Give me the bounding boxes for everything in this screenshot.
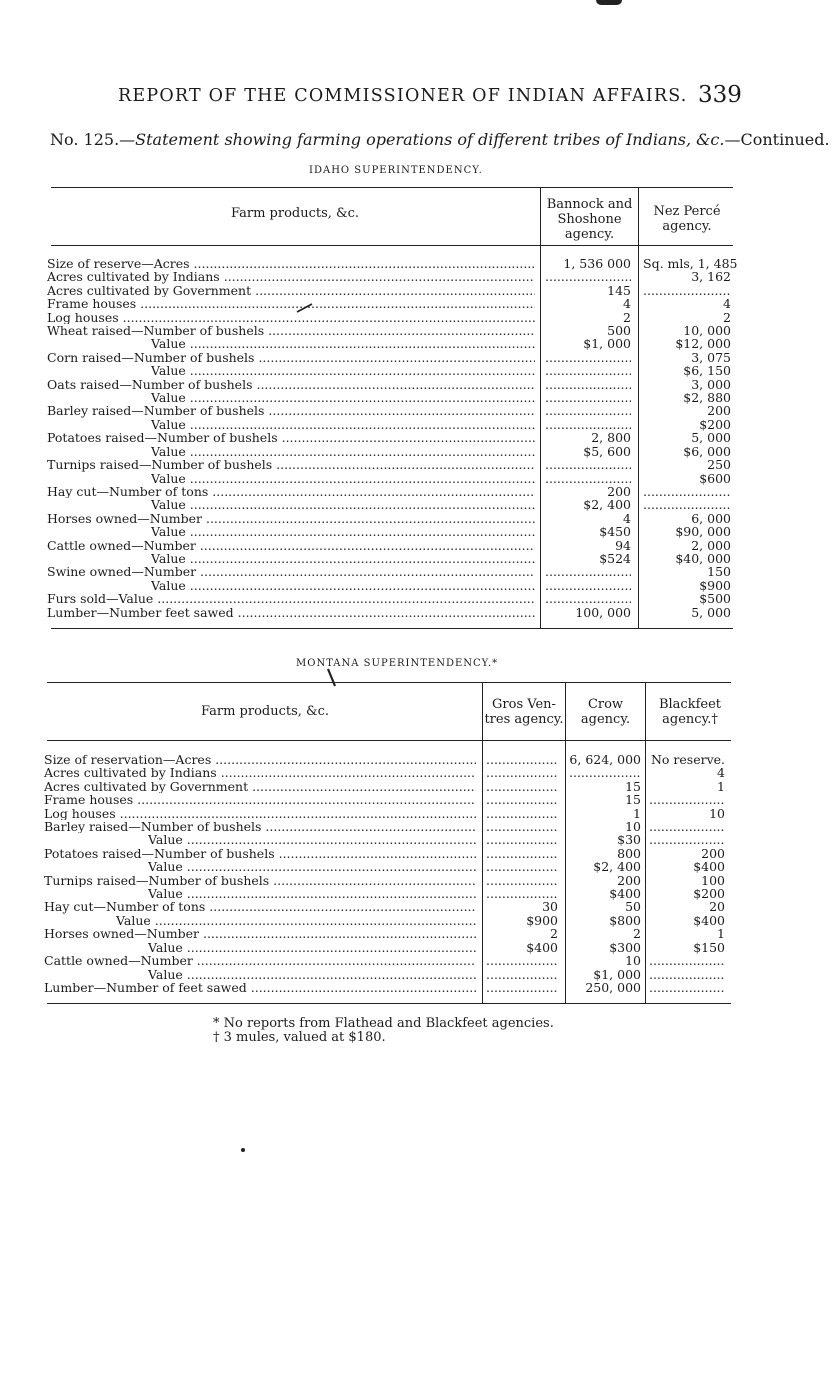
table-row xyxy=(47,577,731,593)
table-row xyxy=(47,510,731,526)
cell-nez-perce xyxy=(643,284,731,297)
row-label: Frame houses ..... xyxy=(44,793,476,806)
cell-gros-ventres xyxy=(486,954,558,967)
row-label: Horses owned—Number ..... xyxy=(44,927,476,940)
row-label: Value ..... xyxy=(151,525,535,538)
table-row xyxy=(47,416,731,432)
cell-gros-ventres: 2 xyxy=(550,926,558,942)
cell-bannock-shoshone: $524 xyxy=(599,550,631,566)
row-label: Value ..... xyxy=(151,552,535,565)
cell-nez-perce: $12, 000 xyxy=(675,336,731,352)
cell-blackfeet: No reserve. xyxy=(650,752,725,767)
row-label: Value ..... xyxy=(151,418,535,431)
cell-blackfeet: 1 xyxy=(717,778,725,794)
cell-gros-ventres xyxy=(486,887,558,900)
cell-nez-perce: 2 xyxy=(723,309,731,325)
table-row xyxy=(44,792,641,808)
cell-bannock-shoshone xyxy=(545,418,631,431)
cell-blackfeet xyxy=(649,833,725,846)
cell-nez-perce: 5, 000 xyxy=(691,604,731,620)
row-label: Horses owned—Number ..... xyxy=(47,512,535,525)
statement-continued: —Continued. xyxy=(724,130,830,149)
cell-bannock-shoshone xyxy=(545,579,631,592)
cell-crow: $1, 000 xyxy=(593,966,641,982)
cell-crow: $2, 400 xyxy=(593,859,641,875)
row-label: Size of reservation—Acres ..... xyxy=(44,753,476,766)
cell-blackfeet xyxy=(649,793,725,806)
idaho-col-divider-2 xyxy=(638,187,639,628)
cell-nez-perce: 3, 162 xyxy=(691,269,731,285)
row-label: Cattle owned—Number ..... xyxy=(44,954,476,967)
row-label: Value ..... xyxy=(148,941,476,954)
cell-gros-ventres xyxy=(486,780,558,793)
cell-gros-ventres xyxy=(486,793,558,806)
cell-crow: 6, 624, 000 xyxy=(569,752,641,767)
cell-gros-ventres: $900 xyxy=(526,912,558,928)
montana-col-blackfeet xyxy=(646,697,734,727)
montana-header-rule xyxy=(47,740,731,741)
row-label: Wheat raised—Number of bushels ..... xyxy=(47,324,535,337)
idaho-col-divider-1 xyxy=(540,187,541,628)
footnote-no-reports: * No reports from Flathead and Blackfeet agencies. xyxy=(213,1016,554,1031)
table-row xyxy=(44,765,725,781)
table-row xyxy=(44,819,641,835)
table-row xyxy=(44,979,641,995)
table-row xyxy=(47,604,731,620)
column-heading-line: agency. xyxy=(662,219,712,234)
cell-gros-ventres xyxy=(486,968,558,981)
cell-blackfeet xyxy=(649,968,725,981)
cell-nez-perce: 3, 000 xyxy=(691,376,731,392)
cell-bannock-shoshone xyxy=(545,391,631,404)
table-row xyxy=(47,390,731,406)
cell-nez-perce: $900 xyxy=(699,577,731,593)
column-heading-line: Gros Ven- xyxy=(492,697,556,712)
row-label: Lumber—Number of feet sawed ..... xyxy=(44,981,476,994)
cell-crow: $300 xyxy=(609,939,641,955)
column-heading-line: Blackfeet xyxy=(658,697,722,712)
montana-col-divider-2 xyxy=(565,682,566,1003)
column-heading-line: agency. xyxy=(564,227,615,242)
table-row xyxy=(44,966,641,982)
table-row xyxy=(47,256,738,271)
idaho-col-farm-products: Farm products, &c. xyxy=(230,206,360,221)
cell-crow: 10 xyxy=(625,953,641,969)
running-title: REPORT OF THE COMMISSIONER OF INDIAN AFFAIRS. xyxy=(118,86,688,106)
cell-nez-perce: 5, 000 xyxy=(691,430,731,446)
row-label: Oats raised—Number of bushels ..... xyxy=(47,378,535,391)
table-row xyxy=(44,899,725,915)
cell-crow: 15 xyxy=(625,792,641,808)
row-label: Furs sold—Value ..... xyxy=(47,592,535,605)
row-label: Acres cultivated by Government ..... xyxy=(47,284,535,297)
cell-bannock-shoshone: 94 xyxy=(615,537,631,553)
cell-bannock-shoshone xyxy=(545,404,631,417)
row-label: Potatoes raised—Number of bushels ..... xyxy=(44,847,476,860)
cell-nez-perce: 3, 075 xyxy=(691,349,731,365)
cell-bannock-shoshone xyxy=(545,472,631,485)
idaho-header-rule xyxy=(51,245,733,246)
row-label: Log houses ..... xyxy=(47,311,535,324)
row-label: Value ..... xyxy=(148,833,476,846)
table-row xyxy=(47,336,731,352)
cell-blackfeet: 100 xyxy=(701,872,725,888)
cell-blackfeet: 4 xyxy=(717,765,725,781)
cell-crow: 10 xyxy=(625,819,641,835)
row-label: Value ..... xyxy=(116,914,476,927)
cell-nez-perce: Sq. mls, 1, 485 xyxy=(643,256,738,271)
row-label: Swine owned—Number ..... xyxy=(47,565,535,578)
row-label: Acres cultivated by Indians ..... xyxy=(44,766,476,779)
cell-blackfeet: $200 xyxy=(693,886,725,902)
cell-bannock-shoshone: $1, 000 xyxy=(583,336,631,352)
table-row xyxy=(44,872,725,888)
cell-bannock-shoshone: 2 xyxy=(623,309,631,325)
statement-title xyxy=(50,130,830,149)
cell-blackfeet: 10 xyxy=(709,805,725,821)
table-row xyxy=(47,591,731,607)
cell-gros-ventres xyxy=(486,981,558,994)
cell-nez-perce: $500 xyxy=(699,591,731,607)
cell-nez-perce: 4 xyxy=(723,296,731,312)
montana-col-divider-1 xyxy=(482,682,483,1003)
cell-crow: 50 xyxy=(625,899,641,915)
row-label: Value ..... xyxy=(151,472,535,485)
cell-bannock-shoshone: 4 xyxy=(623,296,631,312)
table-row xyxy=(47,537,731,553)
page-number: 339 xyxy=(698,82,742,108)
column-heading-line: tres agency. xyxy=(484,712,564,727)
montana-col-farm-products: Farm products, &c. xyxy=(200,704,330,719)
print-mark xyxy=(596,0,622,5)
cell-nez-perce: 2, 000 xyxy=(691,537,731,553)
column-heading-line: Crow xyxy=(587,697,624,712)
cell-gros-ventres: $400 xyxy=(526,939,558,955)
cell-bannock-shoshone: 145 xyxy=(607,282,631,298)
cell-crow: 2 xyxy=(633,926,641,942)
ink-dot xyxy=(241,1148,245,1152)
table-row xyxy=(47,430,731,446)
table-row xyxy=(44,832,641,848)
cell-gros-ventres xyxy=(486,860,558,873)
cell-nez-perce: $40, 000 xyxy=(675,550,731,566)
table-row xyxy=(47,363,731,379)
cell-bannock-shoshone xyxy=(545,270,631,283)
table-row xyxy=(44,939,725,955)
montana-bottom-rule xyxy=(47,1003,731,1004)
cell-crow: $400 xyxy=(609,886,641,902)
row-label: Value ..... xyxy=(151,364,535,377)
cell-bannock-shoshone: $5, 600 xyxy=(583,443,631,459)
cell-crow: 250, 000 xyxy=(585,979,641,995)
table-row xyxy=(47,403,731,419)
cell-bannock-shoshone: 1, 536 000 xyxy=(563,256,631,271)
ink-tick-mark xyxy=(326,668,340,688)
table-row xyxy=(44,752,725,767)
montana-col-gros-ventres xyxy=(483,697,565,727)
cell-blackfeet xyxy=(649,820,725,833)
cell-nez-perce: $200 xyxy=(699,416,731,432)
cell-gros-ventres: 30 xyxy=(542,899,558,915)
cell-nez-perce: $6, 150 xyxy=(683,363,731,379)
table-row xyxy=(47,296,731,312)
table-row xyxy=(47,524,731,540)
column-heading-line: agency. xyxy=(580,712,631,727)
table-row xyxy=(44,778,725,794)
row-label: Hay cut—Number of tons ..... xyxy=(44,900,476,913)
row-label: Value ..... xyxy=(148,968,476,981)
idaho-table-body xyxy=(47,256,738,620)
table-row xyxy=(47,376,731,392)
row-label: Lumber—Number feet sawed ..... xyxy=(47,606,535,619)
idaho-col-nez-perce xyxy=(639,204,735,234)
cell-nez-perce: $90, 000 xyxy=(675,524,731,540)
cell-gros-ventres xyxy=(486,766,558,779)
cell-bannock-shoshone xyxy=(545,351,631,364)
row-label: Value ..... xyxy=(151,337,535,350)
row-label: Value ..... xyxy=(148,860,476,873)
idaho-col-bannock-shoshone xyxy=(541,197,638,242)
row-label: Log houses ..... xyxy=(44,807,476,820)
row-label: Barley raised—Number of bushels ..... xyxy=(47,404,535,417)
table-row xyxy=(47,323,731,339)
cell-nez-perce: 150 xyxy=(707,564,731,580)
cell-gros-ventres xyxy=(486,833,558,846)
cell-bannock-shoshone xyxy=(545,364,631,377)
cell-blackfeet: 200 xyxy=(701,845,725,861)
cell-bannock-shoshone xyxy=(545,565,631,578)
row-label: Turnips raised—Number of bushels ..... xyxy=(44,874,476,887)
ink-check-mark xyxy=(296,302,314,314)
cell-nez-perce: 6, 000 xyxy=(691,510,731,526)
cell-crow: $800 xyxy=(609,912,641,928)
cell-bannock-shoshone: 2, 800 xyxy=(591,430,631,446)
cell-crow: $30 xyxy=(617,832,641,848)
idaho-top-rule xyxy=(51,187,733,188)
statement-number: No. 125.— xyxy=(50,130,136,149)
row-label: Hay cut—Number of tons ..... xyxy=(47,485,535,498)
cell-bannock-shoshone xyxy=(545,592,631,605)
column-heading-line: Nez Percé xyxy=(653,204,721,219)
cell-bannock-shoshone: 4 xyxy=(623,510,631,526)
table-row xyxy=(47,309,731,325)
row-label: Acres cultivated by Government ..... xyxy=(44,780,476,793)
cell-bannock-shoshone: 200 xyxy=(607,483,631,499)
table-row xyxy=(44,912,725,928)
cell-crow: 200 xyxy=(617,872,641,888)
table-row xyxy=(44,859,725,875)
table-row xyxy=(47,564,731,580)
table-row xyxy=(47,470,731,486)
row-label: Corn raised—Number of bushels ..... xyxy=(47,351,535,364)
montana-col-crow xyxy=(566,697,645,727)
table-row xyxy=(47,269,731,285)
cell-blackfeet xyxy=(649,981,725,994)
cell-blackfeet: 20 xyxy=(709,899,725,915)
cell-crow xyxy=(569,766,641,779)
cell-gros-ventres xyxy=(486,874,558,887)
cell-blackfeet: $400 xyxy=(693,912,725,928)
cell-blackfeet: $150 xyxy=(693,939,725,955)
cell-nez-perce: $6, 000 xyxy=(683,443,731,459)
cell-nez-perce xyxy=(643,485,731,498)
row-label: Potatoes raised—Number of bushels ..... xyxy=(47,431,535,444)
table-row xyxy=(47,497,631,513)
row-label: Cattle owned—Number ..... xyxy=(47,539,535,552)
row-label: Value ..... xyxy=(151,445,535,458)
cell-blackfeet: 1 xyxy=(717,926,725,942)
row-label: Value ..... xyxy=(148,887,476,900)
cell-bannock-shoshone: $450 xyxy=(599,524,631,540)
table-row xyxy=(44,886,725,902)
row-label: Turnips raised—Number of bushels ..... xyxy=(47,458,535,471)
cell-bannock-shoshone: $2, 400 xyxy=(583,497,631,513)
row-label: Barley raised—Number of bushels ..... xyxy=(44,820,476,833)
row-label: Size of reserve—Acres ..... xyxy=(47,257,535,270)
idaho-heading: IDAHO SUPERINTENDENCY. xyxy=(309,165,483,176)
table-row xyxy=(44,845,725,861)
row-label: Value ..... xyxy=(151,579,535,592)
table-row xyxy=(47,443,731,459)
cell-gros-ventres xyxy=(486,753,558,766)
table-row xyxy=(44,805,725,821)
column-heading-line: agency.† xyxy=(662,712,718,727)
cell-gros-ventres xyxy=(486,807,558,820)
cell-nez-perce xyxy=(643,498,731,511)
cell-bannock-shoshone: 500 xyxy=(607,323,631,339)
cell-crow: 800 xyxy=(617,845,641,861)
cell-bannock-shoshone: 100, 000 xyxy=(575,604,631,620)
footnote-mules: † 3 mules, valued at $180. xyxy=(213,1030,386,1045)
statement-description: Statement showing farming operations of different tribes of Indians, &c. xyxy=(135,130,725,149)
table-row xyxy=(44,953,641,969)
table-row xyxy=(47,457,731,473)
row-label: Value ..... xyxy=(151,391,535,404)
cell-bannock-shoshone xyxy=(545,378,631,391)
montana-heading: MONTANA SUPERINTENDENCY.* xyxy=(296,658,499,669)
montana-col-divider-3 xyxy=(645,682,646,1003)
row-label: Value ..... xyxy=(151,498,535,511)
table-row xyxy=(47,349,731,365)
column-heading-line: Shoshone xyxy=(557,212,622,227)
cell-crow: 1 xyxy=(633,805,641,821)
table-row xyxy=(47,550,731,566)
cell-nez-perce: $2, 880 xyxy=(683,390,731,406)
cell-blackfeet: $400 xyxy=(693,859,725,875)
column-heading-line: Bannock and xyxy=(546,197,633,212)
cell-nez-perce: 200 xyxy=(707,403,731,419)
table-row xyxy=(47,483,631,499)
montana-top-rule xyxy=(47,682,731,683)
cell-nez-perce: 10, 000 xyxy=(683,323,731,339)
cell-crow: 15 xyxy=(625,778,641,794)
row-label: Frame houses ..... xyxy=(47,297,535,310)
table-row xyxy=(44,926,725,942)
cell-nez-perce: 250 xyxy=(707,457,731,473)
cell-gros-ventres xyxy=(486,820,558,833)
montana-table-body xyxy=(44,752,725,995)
cell-gros-ventres xyxy=(486,847,558,860)
cell-blackfeet xyxy=(649,954,725,967)
cell-bannock-shoshone xyxy=(545,458,631,471)
cell-nez-perce: $600 xyxy=(699,470,731,486)
table-row xyxy=(47,282,631,298)
idaho-bottom-rule xyxy=(51,628,733,629)
row-label: Acres cultivated by Indians ..... xyxy=(47,270,535,283)
